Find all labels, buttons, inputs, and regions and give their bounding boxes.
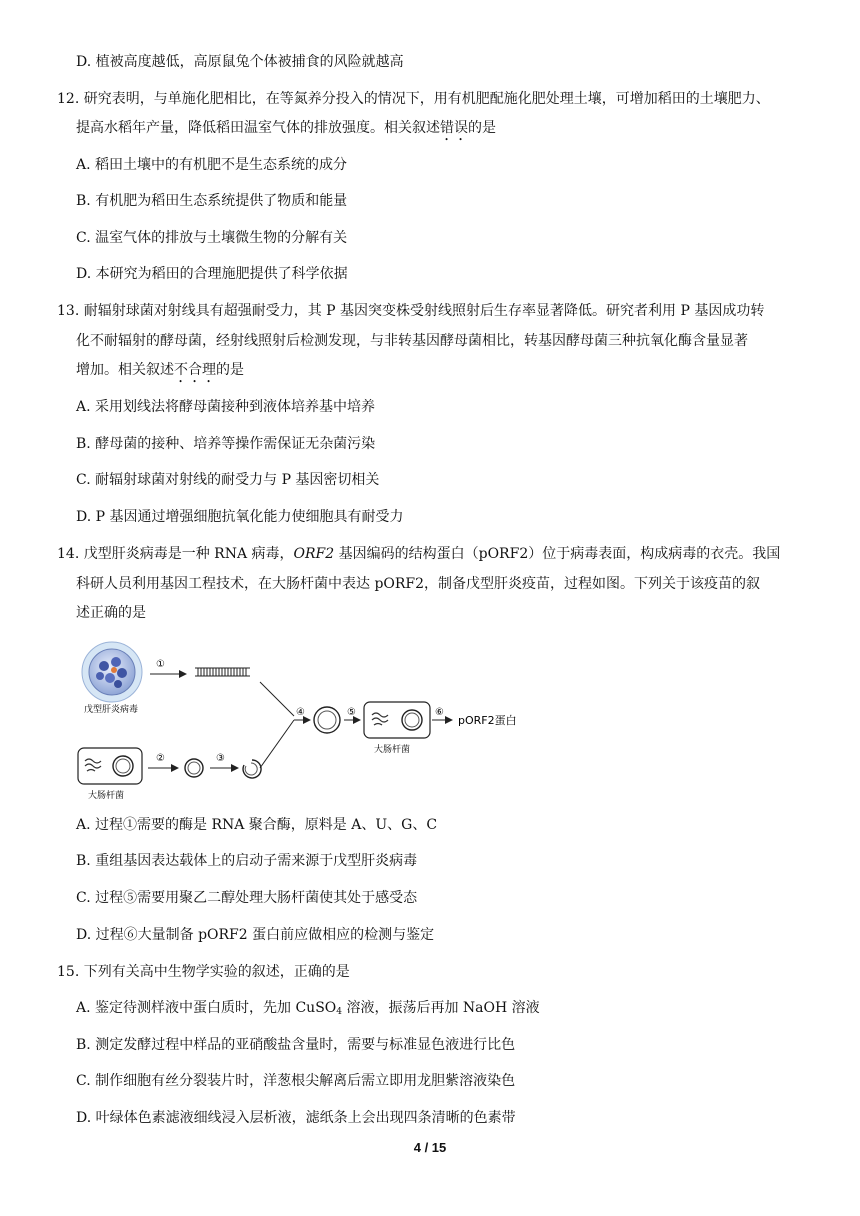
q14-stem-line1: 14. 戊型肝炎病毒是一种 RNA 病毒，ORF2 基因编码的结构蛋白（pORF2）位于病毒表面，构成病毒的衣壳。我国 (57, 546, 781, 562)
step-2-label: ② (156, 753, 165, 764)
q13-option-d: D. P 基因通过增强细胞抗氧化能力使细胞具有耐受力 (76, 509, 404, 525)
q15-option-b: B. 测定发酵过程中样品的亚硝酸盐含量时，需要与标准显色液进行比色 (76, 1037, 516, 1053)
q13-option-c: C. 耐辐射球菌对射线的耐受力与 P 基因密切相关 (76, 472, 380, 488)
page-number: 4 / 15 (413, 1140, 447, 1155)
q12-option-b: B. 有机肥为稻田生态系统提供了物质和能量 (76, 193, 348, 209)
step-1-label: ① (156, 659, 165, 670)
q13-stem-line2: 化不耐辐射的酵母菌，经射线照射后检测发现，与非转基因酵母菌相比，转基因酵母菌三种抗氧化酶含量显著 (76, 333, 748, 349)
q14-option-b: B. 重组基因表达载体上的启动子需来源于戊型肝炎病毒 (76, 853, 418, 869)
ecoli-label-left: 大肠杆菌 (88, 791, 125, 801)
virus-icon (82, 642, 142, 702)
q12-option-c: C. 温室气体的排放与土壤微生物的分解有关 (76, 230, 348, 246)
emphasis-wrong: 错误 (440, 120, 468, 136)
q14-stem-line3: 述正确的是 (76, 605, 146, 621)
converge-line-top (260, 682, 294, 716)
q14-option-d: D. 过程⑥大量制备 pORF2 蛋白前应做相应的检测与鉴定 (76, 927, 435, 943)
q13-stem-line3: 增加。相关叙述不合理的是 (76, 362, 244, 378)
q11-option-d: D. 植被高度越低，高原鼠兔个体被捕食的风险就越高 (76, 54, 404, 70)
q12-option-a: A. 稻田土壤中的有机肥不是生态系统的成分 (76, 157, 348, 173)
dna-fragment-icon (195, 668, 250, 676)
virus-label: 戊型肝炎病毒 (84, 705, 139, 715)
step-6-label: ⑥ (435, 707, 444, 718)
q14-option-c: C. 过程⑤需要用聚乙二醇处理大肠杆菌使其处于感受态 (76, 890, 418, 906)
q15-stem: 15. 下列有关高中生物学实验的叙述，正确的是 (57, 964, 350, 980)
q15-option-a: A. 鉴定待测样液中蛋白质时，先加 CuSO$_4$ 溶液，振荡后再加 NaOH 溶液 (76, 1000, 540, 1017)
ecoli-cell-icon (364, 702, 430, 738)
cut-plasmid-icon (243, 760, 261, 778)
emphasis-unreasonable: 不合理 (174, 362, 216, 378)
ecoli-cell-icon (78, 748, 142, 784)
step-3-label: ③ (216, 753, 225, 764)
q13-option-a: A. 采用划线法将酵母菌接种到液体培养基中培养 (76, 399, 376, 415)
converge-line-bottom (260, 720, 294, 768)
q14-option-a: A. 过程①需要的酶是 RNA 聚合酶，原料是 A、U、G、C (76, 817, 438, 833)
q15-option-d: D. 叶绿体色素滤液细线浸入层析液，滤纸条上会出现四条清晰的色素带 (76, 1110, 516, 1126)
q13-stem-line1: 13. 耐辐射球菌对射线具有超强耐受力，其 P 基因突变株受射线照射后生存率显著降低。研究者利用 P 基因成功转 (57, 303, 765, 319)
product-label: pORF2蛋白 (458, 714, 517, 727)
recombinant-plasmid-icon (314, 707, 340, 733)
q13-option-b: B. 酵母菌的接种、培养等操作需保证无杂菌污染 (76, 436, 376, 452)
step-4-label: ④ (296, 707, 305, 718)
q12-stem-line2: 提高水稻年产量，降低稻田温室气体的排放强度。相关叙述错误的是 (76, 120, 496, 136)
ecoli-label-right: 大肠杆菌 (374, 745, 411, 755)
q15-option-c: C. 制作细胞有丝分裂装片时，洋葱根尖解离后需立即用龙胆紫溶液染色 (76, 1073, 516, 1089)
plasmid-icon (185, 759, 203, 777)
q14-stem-line2: 科研人员利用基因工程技术，在大肠杆菌中表达 pORF2，制备戊型肝炎疫苗，过程如图。下列关于该疫苗的叙 (76, 576, 761, 592)
q14-process-diagram (70, 640, 540, 805)
q12-option-d: D. 本研究为稻田的合理施肥提供了科学依据 (76, 266, 348, 282)
step-5-label: ⑤ (347, 707, 356, 718)
q12-stem-line1: 12. 研究表明，与单施化肥相比，在等氮养分投入的情况下，用有机肥配施化肥处理土壤，可增加稻田的土壤肥力、 (57, 91, 770, 107)
